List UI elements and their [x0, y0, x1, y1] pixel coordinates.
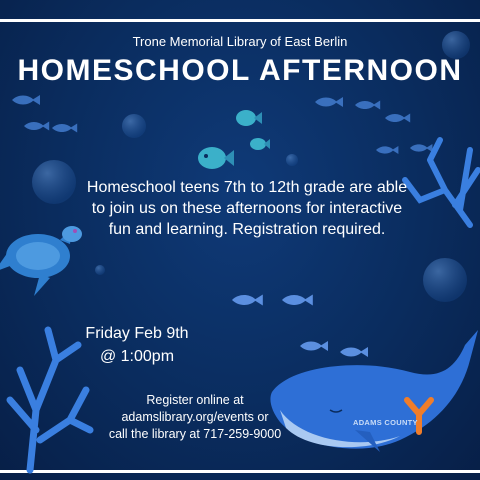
registration-line-2: adamslibrary.org/events or [121, 410, 269, 424]
organization-name: Trone Memorial Library of East Berlin [132, 34, 348, 49]
fish-school-middle [232, 295, 368, 358]
fish-icon [198, 110, 270, 169]
turtle-icon [0, 226, 82, 296]
coral-icon [405, 140, 478, 225]
registration-info [90, 392, 300, 443]
fish-school-right [315, 97, 432, 154]
registration-line-1: Register online at [146, 393, 244, 407]
logo-text: ADAMS COUNTY [353, 418, 418, 427]
event-datetime [62, 322, 212, 368]
event-time: @ 1:00pm [99, 348, 175, 365]
event-date: Friday Feb 9th [85, 325, 189, 342]
logo-icon [353, 392, 453, 440]
registration-line-3: call the library at 717-259-9000 [108, 427, 282, 441]
fish-school-left [12, 95, 77, 133]
event-description: Homeschool teens 7th to 12th grade are able to join us on these afternoons for interactive fun and learning. Registration required. [86, 179, 408, 238]
page-title: HOMESCHOOL AFTERNOON [17, 54, 463, 87]
